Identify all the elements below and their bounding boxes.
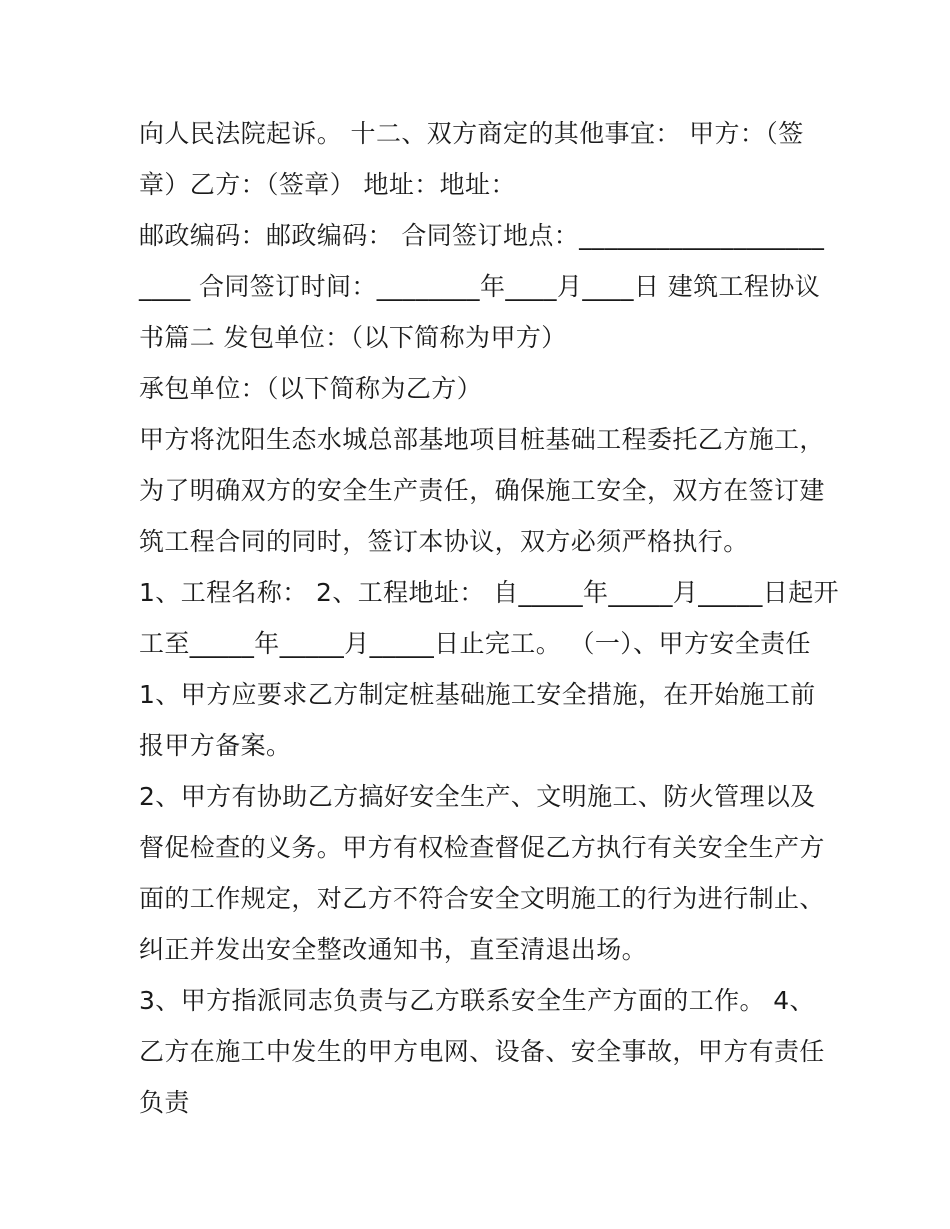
- text-line: 纠正并发出安全整改通知书，直至清退出场。: [139, 935, 648, 964]
- text-line: 负责: [139, 1088, 190, 1117]
- text-line: 书篇二 发包单位：（以下简称为甲方）: [139, 323, 567, 352]
- text-line: 3、甲方指派同志负责与乙方联系安全生产方面的工作。 4、: [139, 986, 815, 1015]
- document-body: [139, 108, 840, 1128]
- text-line: 乙方在施工中发生的甲方电网、设备、安全事故，甲方有责任: [139, 1037, 825, 1066]
- text-line: 甲方将沈阳生态水城总部基地项目桩基础工程委托乙方施工，: [139, 425, 825, 454]
- text-line: 向人民法院起诉。 十二、双方商定的其他事宜： 甲方：（签: [139, 119, 804, 148]
- text-line: 承包单位：（以下简称为乙方）: [139, 374, 483, 403]
- text-line: 督促检查的义务。甲方有权检查督促乙方执行有关安全生产方: [139, 833, 825, 862]
- text-line: 为了明确双方的安全生产责任，确保施工安全，双方在签订建: [139, 476, 825, 505]
- text-line: 筑工程合同的同时，签订本协议，双方必须严格执行。: [139, 527, 749, 556]
- text-line: 1、工程名称： 2、工程地址： 自_____年_____月_____日起开: [139, 578, 840, 607]
- text-line: 邮政编码：邮政编码： 合同签订地点：___________________: [139, 221, 825, 250]
- text-line: 面的工作规定，对乙方不符合安全文明施工的行为进行制止、: [139, 884, 825, 913]
- text-line: ____ 合同签订时间：________年____月____日 建筑工程协议: [139, 272, 821, 301]
- text-line: 章）乙方：（签章） 地址：地址：: [139, 170, 516, 199]
- text-line: 2、甲方有协助乙方搞好安全生产、文明施工、防火管理以及: [139, 782, 816, 811]
- text-line: 工至_____年_____月_____日止完工。 （一）、甲方安全责任: [139, 629, 811, 658]
- text-line: 1、甲方应要求乙方制定桩基础施工安全措施，在开始施工前: [139, 680, 816, 709]
- text-line: 报甲方备案。: [139, 731, 292, 760]
